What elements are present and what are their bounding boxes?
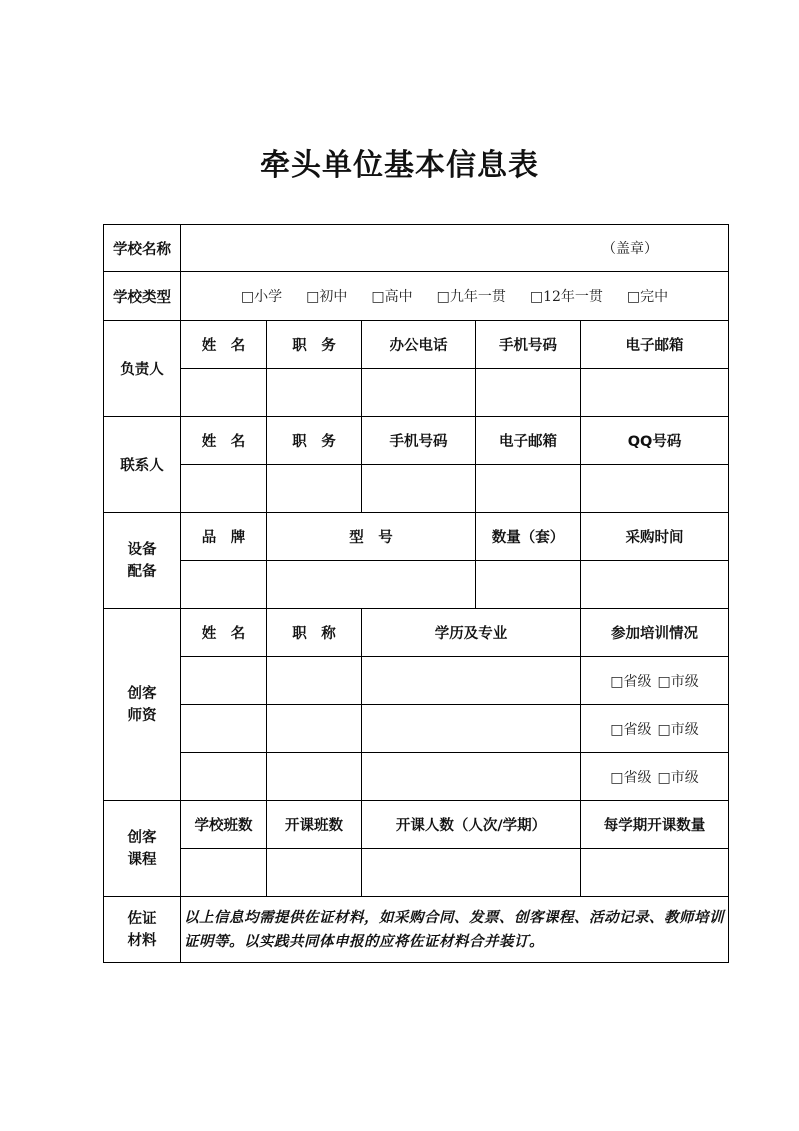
teacher-name-cell[interactable] xyxy=(181,753,267,801)
teacher-title-cell[interactable] xyxy=(267,753,362,801)
equipment-header-purchase-time: 采购时间 xyxy=(581,513,729,561)
checkbox-complete[interactable]: □完中 xyxy=(626,289,669,305)
teacher-education-cell[interactable] xyxy=(362,657,581,705)
equipment-model-cell[interactable] xyxy=(267,561,476,609)
teacher-training-cell xyxy=(581,657,729,705)
teacher-training-cell xyxy=(581,705,729,753)
seal-label: （盖章） xyxy=(602,241,659,257)
info-form xyxy=(103,224,729,963)
equipment-header-quantity: 数量（套） xyxy=(476,513,581,561)
courses-school-classes-cell[interactable] xyxy=(181,849,267,897)
contact-header-qq: QQ号码 xyxy=(581,417,729,465)
school-name-label: 学校名称 xyxy=(104,225,181,272)
teachers-header-education: 学历及专业 xyxy=(362,609,581,657)
checkbox-senior[interactable]: □高中 xyxy=(371,289,413,305)
checkbox-municipal[interactable]: □市级 xyxy=(657,769,699,786)
courses-header-school-classes: 学校班数 xyxy=(181,801,267,849)
teacher-education-cell[interactable] xyxy=(362,753,581,801)
checkbox-nine-year[interactable]: □九年一贯 xyxy=(436,289,506,305)
evidence-note: 以上信息均需提供佐证材料，如采购合同、发票、创客课程、活动记录、教师培训证明等。以实践共同体申报的应将佐证材料合并装订。 xyxy=(181,897,729,963)
principal-position-cell[interactable] xyxy=(267,369,362,417)
principal-header-name: 姓 名 xyxy=(181,321,267,369)
contact-label: 联系人 xyxy=(104,417,181,513)
contact-qq-cell[interactable] xyxy=(581,465,729,513)
evidence-label: 佐证 材料 xyxy=(104,897,181,963)
principal-header-mobile: 手机号码 xyxy=(476,321,581,369)
contact-email-cell[interactable] xyxy=(476,465,581,513)
teacher-education-cell[interactable] xyxy=(362,705,581,753)
principal-header-position: 职 务 xyxy=(267,321,362,369)
equipment-header-model: 型 号 xyxy=(267,513,476,561)
courses-open-classes-cell[interactable] xyxy=(267,849,362,897)
equipment-label: 设备 配备 xyxy=(104,513,181,609)
courses-header-course-count: 每学期开课数量 xyxy=(581,801,729,849)
teachers-header-title: 职 称 xyxy=(267,609,362,657)
contact-name-cell[interactable] xyxy=(181,465,267,513)
contact-header-name: 姓 名 xyxy=(181,417,267,465)
checkbox-twelve-year[interactable]: □12年一贯 xyxy=(529,289,603,305)
teacher-name-cell[interactable] xyxy=(181,657,267,705)
courses-course-count-cell[interactable] xyxy=(581,849,729,897)
checkbox-junior[interactable]: □初中 xyxy=(306,289,348,305)
teacher-training-cell xyxy=(581,753,729,801)
contact-position-cell[interactable] xyxy=(267,465,362,513)
equipment-purchase-time-cell[interactable] xyxy=(581,561,729,609)
checkbox-municipal[interactable]: □市级 xyxy=(657,673,699,690)
principal-office-phone-cell[interactable] xyxy=(362,369,476,417)
school-name-field[interactable] xyxy=(181,225,729,272)
school-type-options xyxy=(181,272,729,321)
checkbox-provincial[interactable]: □省级 xyxy=(610,721,652,738)
contact-mobile-cell[interactable] xyxy=(362,465,476,513)
principal-header-email: 电子邮箱 xyxy=(581,321,729,369)
teachers-label: 创客 师资 xyxy=(104,609,181,801)
courses-header-open-classes: 开课班数 xyxy=(267,801,362,849)
teacher-name-cell[interactable] xyxy=(181,705,267,753)
courses-header-enrollment: 开课人数（人次/学期） xyxy=(362,801,581,849)
checkbox-primary[interactable]: □小学 xyxy=(240,289,283,305)
contact-header-email: 电子邮箱 xyxy=(476,417,581,465)
principal-name-cell[interactable] xyxy=(181,369,267,417)
equipment-header-brand: 品 牌 xyxy=(181,513,267,561)
equipment-quantity-cell[interactable] xyxy=(476,561,581,609)
principal-header-office-phone: 办公电话 xyxy=(362,321,476,369)
school-type-label: 学校类型 xyxy=(104,272,181,321)
contact-header-mobile: 手机号码 xyxy=(362,417,476,465)
teacher-title-cell[interactable] xyxy=(267,657,362,705)
teacher-title-cell[interactable] xyxy=(267,705,362,753)
checkbox-provincial[interactable]: □省级 xyxy=(610,769,652,786)
courses-label: 创客 课程 xyxy=(104,801,181,897)
checkbox-municipal[interactable]: □市级 xyxy=(657,721,699,738)
checkbox-provincial[interactable]: □省级 xyxy=(610,673,652,690)
contact-header-position: 职 务 xyxy=(267,417,362,465)
teachers-header-training: 参加培训情况 xyxy=(581,609,729,657)
equipment-brand-cell[interactable] xyxy=(181,561,267,609)
teachers-header-name: 姓 名 xyxy=(181,609,267,657)
principal-label: 负责人 xyxy=(104,321,181,417)
page-title: 牵头单位基本信息表 xyxy=(260,148,539,183)
principal-mobile-cell[interactable] xyxy=(476,369,581,417)
courses-enrollment-cell[interactable] xyxy=(362,849,581,897)
principal-email-cell[interactable] xyxy=(581,369,729,417)
